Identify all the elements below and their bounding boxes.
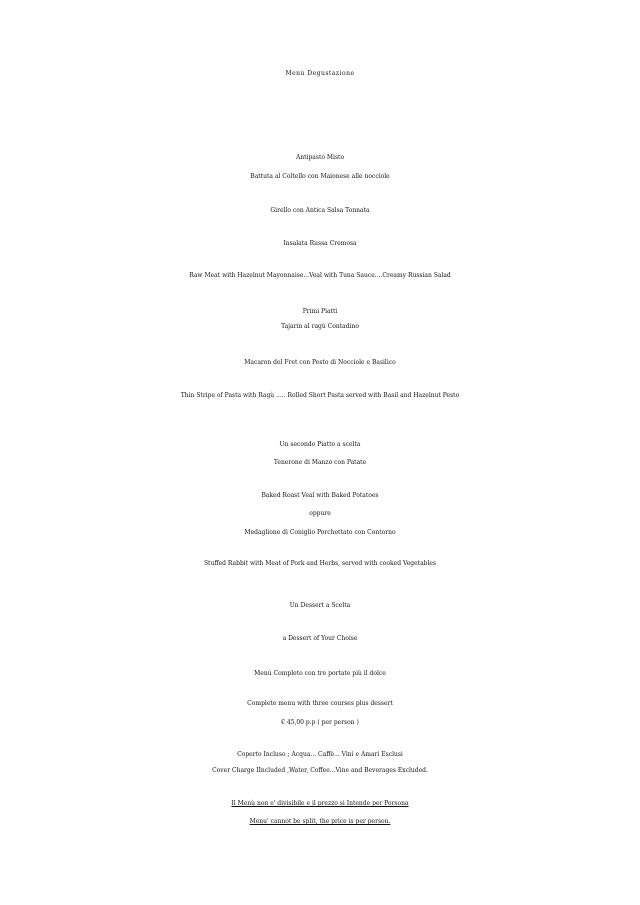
antipasto-translation: Raw Meat with Hazelnut Mayonnaise...Veal with Tuna Sauce....Creamy Russian Salad <box>189 272 451 279</box>
notice-italian: Il Menù non e' divisibile e il prezzo si Intende per Persona <box>231 800 409 807</box>
primi-translation: Thin Stripe of Pasta with Ragù ..... Rolled Short Pasta served with Basil and Hazelnut Pesto <box>180 392 460 399</box>
secondo-dish-1: Tenerone di Manzo con Patate <box>273 459 367 466</box>
menu-title: Menù Degustazione <box>285 70 355 77</box>
secondo-dish-1-translation: Baked Roast Veal with Baked Potatoes <box>261 492 379 499</box>
antipasto-dish-1: Battuta al Coltello con Maionese alle nocciole <box>250 173 390 180</box>
coperto-english: Cover Charge IIncluded ,Water, Coffee...Vine and Beverages Excluded. <box>212 767 428 774</box>
coperto-italian: Coperto Incluso ; Acqua... Caffè... Vini e Amari Esclusi <box>237 751 403 758</box>
antipasto-header: Antipasto Misto <box>295 154 345 161</box>
antipasto-dish-3: Insalata Russa Cremosa <box>283 240 357 247</box>
secondo-header: Un secondo Piatto a scelta <box>279 441 361 448</box>
primi-dish-2: Macaron del Fret con Pesto di Nocciole e Basilico <box>244 359 396 366</box>
secondo-dish-2: Medaglione di Coniglio Porchettato con Contorno <box>244 529 396 536</box>
secondo-dish-2-translation: Stuffed Rabbit with Meat of Pork and Herbs, served with cooked Vegetables <box>203 560 437 567</box>
notice-english: Menu' cannot be split, the price is per person. <box>249 818 391 825</box>
complete-menu-translation: Complete menu with three courses plus dessert <box>247 700 393 707</box>
secondo-or: oppure <box>309 510 331 517</box>
primi-dish-1: Tajarin al ragù Contadino <box>281 323 359 330</box>
antipasto-dish-2: Girello con Antica Salsa Tonnata <box>270 207 370 214</box>
primi-header: Primi Piatti <box>302 308 338 315</box>
price: € 45,00 p.p ( per person ) <box>281 719 359 726</box>
dessert-title: Un Dessert a Scelta <box>289 602 351 609</box>
complete-menu-title: Menù Completo con tre portate più il dolce <box>254 670 386 677</box>
dessert-translation: a Dessert of Your Choise <box>282 635 358 642</box>
